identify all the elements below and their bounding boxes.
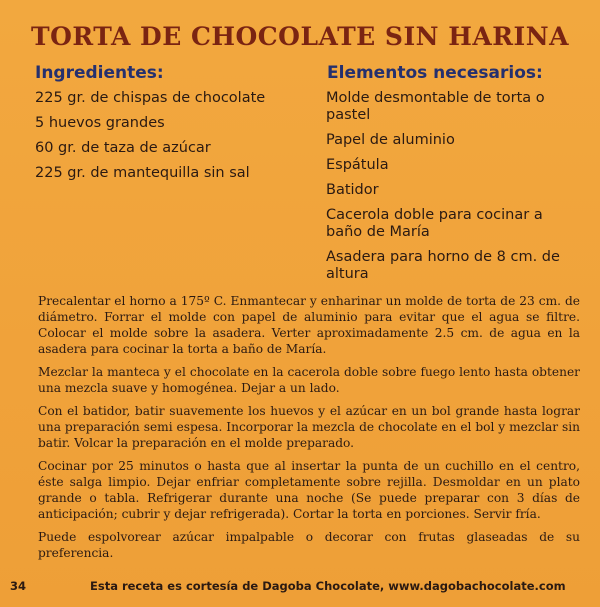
ingredients-list xyxy=(35,90,315,190)
equipment-heading: Elementos necesarios: xyxy=(327,63,543,83)
equipment-item: Batidor xyxy=(326,182,379,198)
equipment-item: Molde desmontable de torta o pastel xyxy=(326,90,545,123)
ingredient-item: 60 gr. de taza de azúcar xyxy=(35,140,211,156)
equipment-list xyxy=(326,90,566,291)
instruction-paragraph: Puede espolvorear azúcar impalpable o decorar con frutas glaseadas de su preferencia. xyxy=(38,530,580,560)
footer-credit: Esta receta es cortesía de Dagoba Chocolate, www.dagobachocolate.com xyxy=(90,579,566,593)
instruction-paragraph: Mezclar la manteca y el chocolate en la cacerola doble sobre fuego lento hasta obtener una mezcla suave y homogénea. Dejar a un lado. xyxy=(38,365,580,395)
ingredient-item: 225 gr. de chispas de chocolate xyxy=(35,90,266,106)
equipment-item: Espátula xyxy=(326,157,389,173)
instruction-paragraph: Con el batidor, batir suavemente los huevos y el azúcar en un bol grande hasta lograr una preparación semi espesa. Incorporar la mezcla de chocolate en el bol y mezclar sin batir. Volcar la preparación en el molde preparado. xyxy=(38,404,580,450)
recipe-title: TORTA DE CHOCOLATE SIN HARINA xyxy=(31,22,569,51)
instructions xyxy=(38,293,580,568)
equipment-item: Asadera para horno de 8 cm. de altura xyxy=(326,249,560,282)
ingredients-heading: Ingredientes: xyxy=(35,63,164,83)
instruction-paragraph: Cocinar por 25 minutos o hasta que al insertar la punta de un cuchillo en el centro, éste salga limpio. Dejar enfriar completamente sobre rejilla. Desmoldar en un plato grande o tabla. Refrigerar durante una noche (Se puede preparar con 3 días de anticipación; cubrir y dejar refrigerada). Cortar la torta en porciones. Servir fría. xyxy=(38,459,580,521)
equipment-item: Cacerola doble para cocinar a baño de María xyxy=(326,207,543,240)
page-number: 34 xyxy=(10,579,27,593)
ingredient-item: 5 huevos grandes xyxy=(35,115,165,131)
ingredient-item: 225 gr. de mantequilla sin sal xyxy=(35,165,250,181)
equipment-item: Papel de aluminio xyxy=(326,132,455,148)
instruction-paragraph: Precalentar el horno a 175º C. Enmantecar y enharinar un molde de torta de 23 cm. de diámetro. Forrar el molde con papel de aluminio para evitar que el agua se filtre. Colocar el molde sobre la asadera. Verter aproximadamente 2.5 cm. de agua en la asadera para cocinar la torta a baño de María. xyxy=(38,294,580,356)
